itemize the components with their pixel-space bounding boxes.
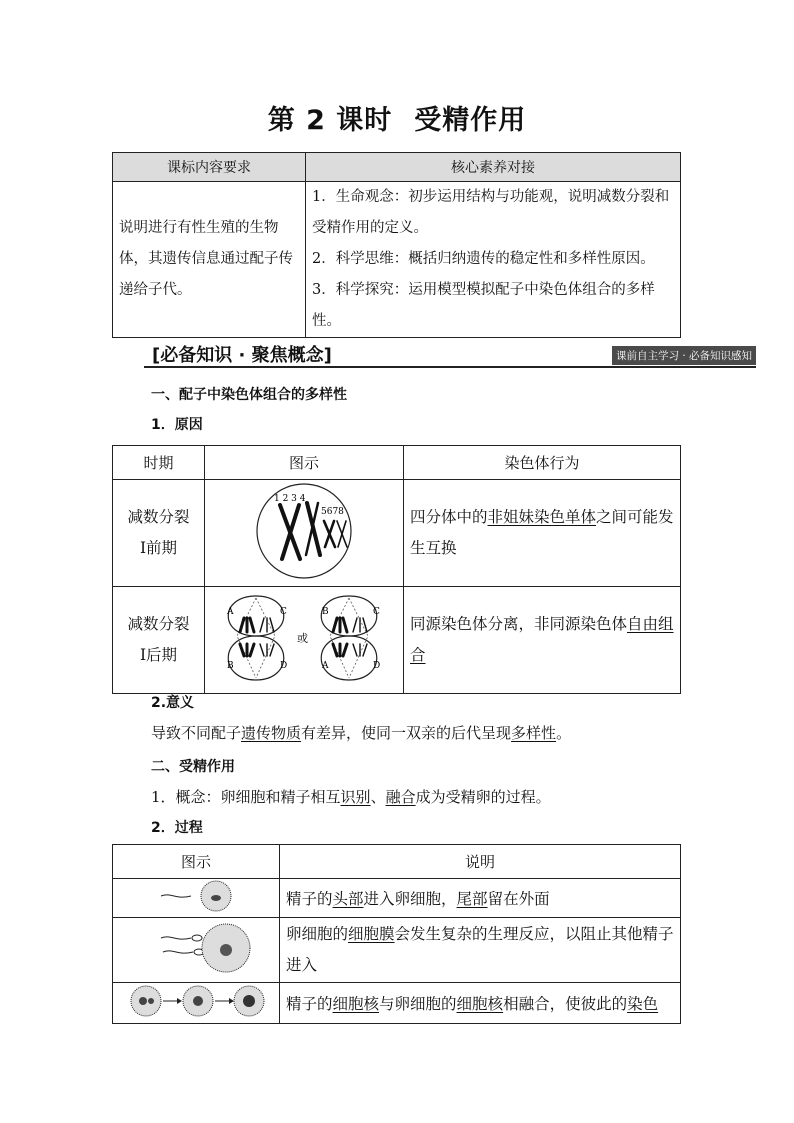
table1-header-right: 核心素养对接 [306, 153, 681, 182]
t3-figure-1 [113, 879, 280, 918]
sperm-entry-diagram [121, 879, 271, 913]
t3-header-figure: 图示 [113, 845, 280, 879]
fig1-numbers-right: 5678 [321, 507, 344, 517]
term-cell-membrane: 细胞膜 [348, 925, 395, 943]
t3-figure-2 [113, 918, 280, 983]
banner-rule [144, 366, 756, 368]
membrane-reaction-diagram [121, 918, 271, 978]
t2-behavior-2: 同源染色体分离，非同源染色体自由组 合 [404, 587, 681, 694]
fig2-label-A: A [227, 607, 234, 617]
table1-left-cell: 说明进行有性生殖的生物体，其遗传信息通过配子传递给子代。 [113, 182, 306, 338]
t2-figure-anaphase [205, 587, 404, 694]
fig2-label-A2: A [322, 661, 329, 671]
title-topic: 受精作用 [414, 105, 527, 136]
fig2-or-label: 或 [297, 632, 308, 645]
term-non-sister-chromatids: 非姐妹染色单体 [487, 508, 597, 526]
t2-behavior-1: 四分体中的非姐妹染色单体之间可能发生互换 [404, 480, 681, 587]
title-lesson: 第 2 课时 [267, 105, 393, 136]
t2-period-2: 减数分裂 Ⅰ后期 [113, 587, 205, 694]
t3-figure-3 [113, 983, 280, 1024]
term-head: 头部 [332, 890, 364, 908]
banner-heading: [必备知识 · 聚焦概念] [152, 345, 332, 366]
t2-header-period: 时期 [113, 446, 205, 480]
t2-period-1: 减数分裂 Ⅰ前期 [113, 480, 205, 587]
term-sperm-nucleus: 细胞核 [332, 995, 380, 1013]
section2-heading: 二、受精作用 [151, 759, 235, 775]
term-fusion: 融合 [385, 788, 416, 806]
competency-1: 1．生命观念：初步运用结构与功能观，说明减数分裂和受精作用的定义。 [312, 189, 670, 236]
fig2-label-C2: C [373, 607, 380, 617]
competency-3: 3．科学探究：运用模型模拟配子中染色体组合的多样性。 [312, 282, 655, 329]
fig2-label-D2: D [373, 661, 381, 671]
section1-sub1: 1．原因 [151, 417, 203, 433]
t3-desc-2: 卵细胞的细胞膜会发生复杂的生理反应，以阻止其他精子进入 [280, 918, 681, 983]
standards-table [112, 152, 681, 338]
table1-header-left: 课标内容要求 [113, 153, 306, 182]
fig1-numbers-left: 1 2 3 4 [274, 494, 306, 504]
process-table [112, 844, 681, 1024]
fig2-label-C: C [280, 607, 287, 617]
term-tail: 尾部 [456, 890, 488, 908]
nuclear-fusion-diagram [121, 983, 271, 1019]
section1-sub2: 2.意义 [151, 695, 195, 711]
term-genetic-material: 遗传物质 [241, 724, 302, 742]
section2-sub2: 2．过程 [151, 820, 203, 836]
fig2-label-D: D [280, 661, 288, 671]
t3-header-description: 说明 [280, 845, 681, 879]
fig2-label-B2: B [322, 607, 329, 617]
term-chromosome: 染色 [627, 995, 659, 1013]
competency-2: 2．科学思维：概括归纳遗传的稳定性和多样性原因。 [312, 251, 655, 267]
term-egg-nucleus: 细胞核 [456, 995, 504, 1013]
section-banner [144, 340, 756, 368]
t3-desc-1: 精子的头部进入卵细胞，尾部留在外面 [280, 879, 681, 918]
t3-desc-3: 精子的细胞核与卵细胞的细胞核相融合，使彼此的染色 [280, 983, 681, 1024]
concept-text: 1．概念：卵细胞和精子相互识别、融合成为受精卵的过程。 [151, 788, 551, 806]
table1-right-cell [306, 182, 681, 338]
page-title [0, 98, 794, 137]
term-recognition: 识别 [340, 788, 371, 806]
section1-heading: 一、配子中染色体组合的多样性 [151, 387, 347, 403]
cause-table [112, 445, 681, 694]
significance-text: 导致不同配子遗传物质有差异，使同一双亲的后代呈现多样性。 [151, 724, 572, 742]
term-free-combination: 自由组 [627, 615, 674, 633]
term-diversity: 多样性 [511, 724, 557, 742]
banner-tag: 课前自主学习 · 必备知识感知 [612, 346, 756, 365]
t2-header-figure: 图示 [205, 446, 404, 480]
t2-header-behavior: 染色体行为 [404, 446, 681, 480]
fig2-label-B: B [227, 661, 234, 671]
prophase-cell-diagram [244, 481, 364, 581]
t2-figure-prophase [205, 480, 404, 587]
anaphase-cell-diagram [209, 588, 399, 688]
